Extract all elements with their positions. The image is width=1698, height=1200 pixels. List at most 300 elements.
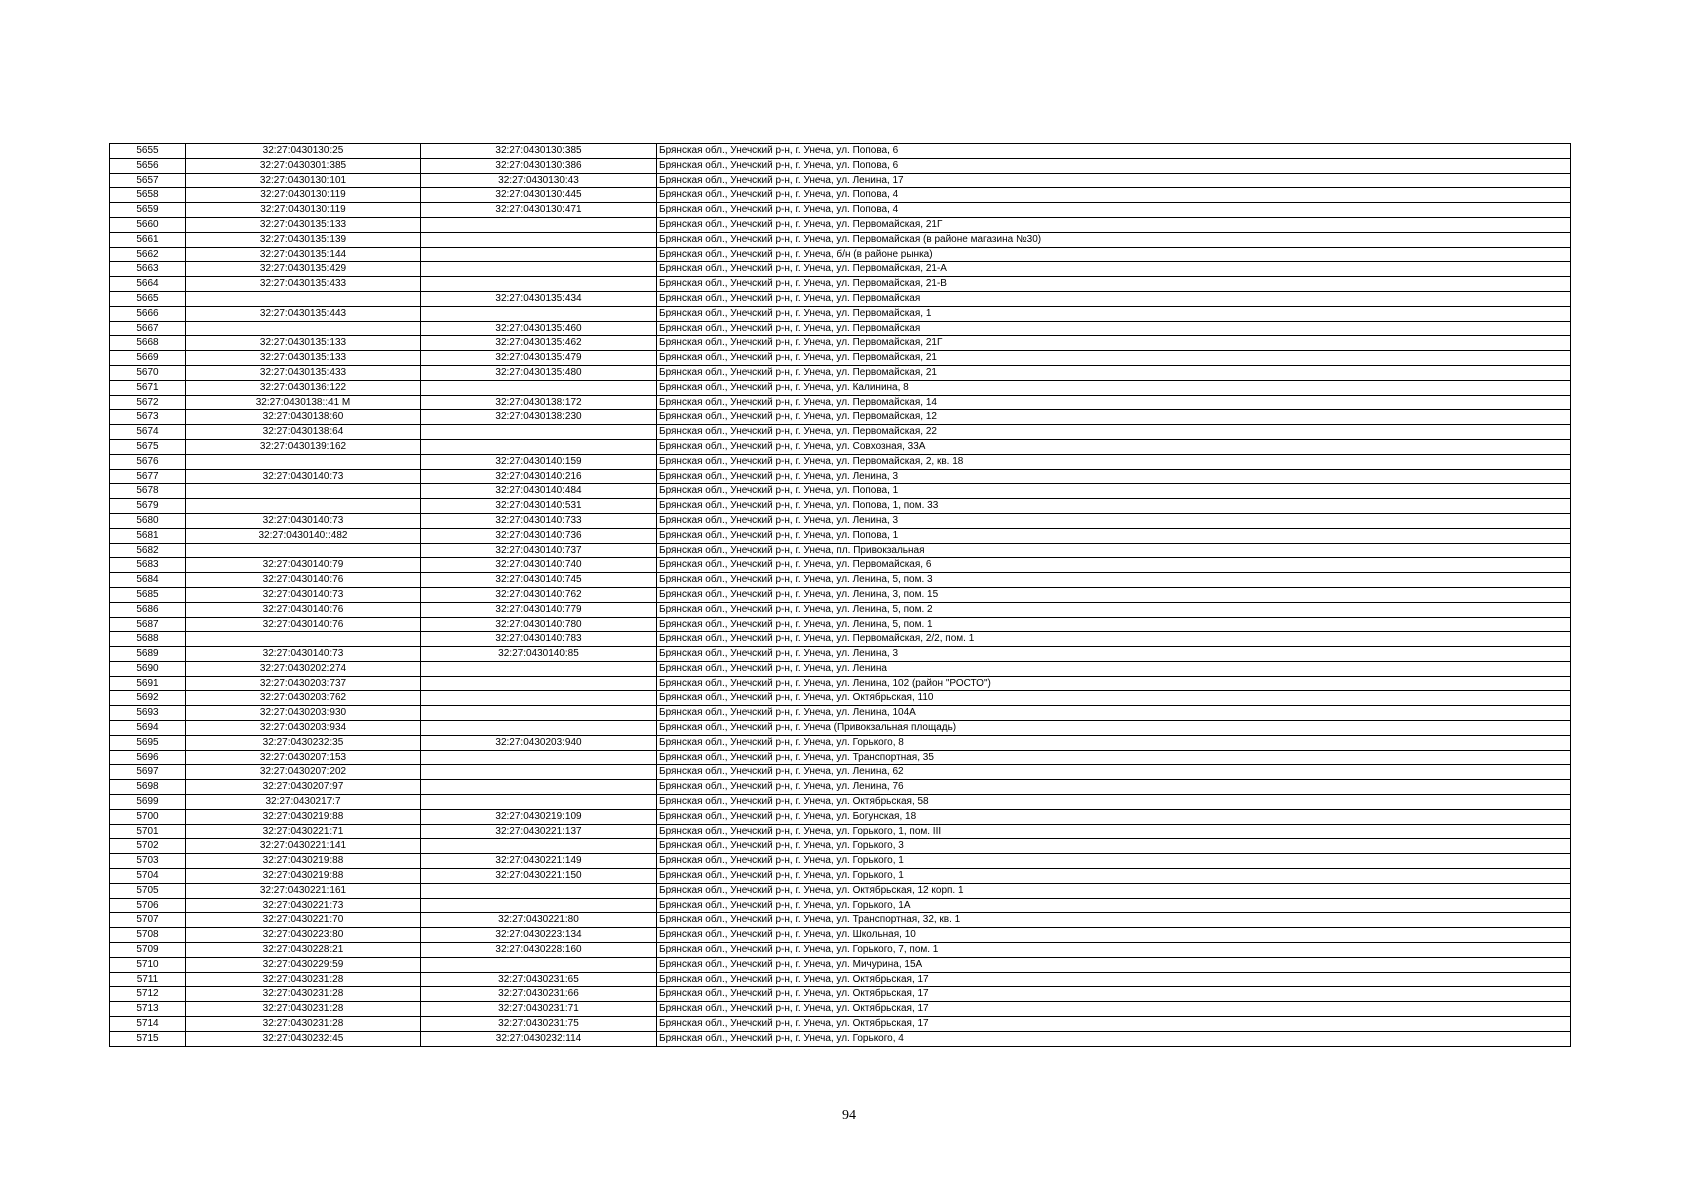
address-cell: Брянская обл., Унечский р-н, г. Унеча, ул. Первомайская, 2, кв. 18 — [657, 454, 1571, 469]
row-number-cell: 5694 — [110, 721, 186, 736]
table-row — [110, 869, 1571, 884]
row-number-cell: 5695 — [110, 735, 186, 750]
object-cadastral-number-cell: 32:27:0430140:733 — [421, 513, 657, 528]
row-number-cell: 5670 — [110, 365, 186, 380]
address-cell: Брянская обл., Унечский р-н, г. Унеча, ул. Попова, 6 — [657, 158, 1571, 173]
table-row — [110, 513, 1571, 528]
address-cell: Брянская обл., Унечский р-н, г. Унеча, ул. Ленина, 62 — [657, 765, 1571, 780]
object-cadastral-number-cell: 32:27:0430231:75 — [421, 1017, 657, 1032]
address-cell: Брянская обл., Унечский р-н, г. Унеча, ул. Богунская, 18 — [657, 809, 1571, 824]
land-cadastral-number-cell: 32:27:0430140:76 — [186, 602, 421, 617]
row-number-cell: 5677 — [110, 469, 186, 484]
table-row — [110, 676, 1571, 691]
object-cadastral-number-cell: 32:27:0430140:780 — [421, 617, 657, 632]
land-cadastral-number-cell: 32:27:0430140::482 — [186, 528, 421, 543]
table-row — [110, 528, 1571, 543]
object-cadastral-number-cell: 32:27:0430232:114 — [421, 1031, 657, 1046]
land-cadastral-number-cell: 32:27:0430231:28 — [186, 1002, 421, 1017]
object-cadastral-number-cell — [421, 883, 657, 898]
address-cell: Брянская обл., Унечский р-н, г. Унеча, ул. Горького, 3 — [657, 839, 1571, 854]
address-cell: Брянская обл., Унечский р-н, г. Унеча, ул. Попова, 1 — [657, 484, 1571, 499]
land-cadastral-number-cell: 32:27:0430140:76 — [186, 573, 421, 588]
land-cadastral-number-cell: 32:27:0430207:202 — [186, 765, 421, 780]
address-cell: Брянская обл., Унечский р-н, г. Унеча, ул. Ленина, 3 — [657, 647, 1571, 662]
row-number-cell: 5692 — [110, 691, 186, 706]
land-cadastral-number-cell — [186, 632, 421, 647]
address-cell: Брянская обл., Унечский р-н, г. Унеча, ул. Ленина, 5, пом. 3 — [657, 573, 1571, 588]
address-cell: Брянская обл., Унечский р-н, г. Унеча, ул. Попова, 1 — [657, 528, 1571, 543]
land-cadastral-number-cell: 32:27:0430207:97 — [186, 780, 421, 795]
row-number-cell: 5712 — [110, 987, 186, 1002]
row-number-cell: 5708 — [110, 928, 186, 943]
object-cadastral-number-cell: 32:27:0430130:445 — [421, 188, 657, 203]
object-cadastral-number-cell — [421, 247, 657, 262]
object-cadastral-number-cell: 32:27:0430135:434 — [421, 291, 657, 306]
address-cell: Брянская обл., Унечский р-н, г. Унеча, ул. Горького, 1 — [657, 869, 1571, 884]
table-row — [110, 824, 1571, 839]
address-cell: Брянская обл., Унечский р-н, г. Унеча, ул. Ленина, 102 (район "РОСТО") — [657, 676, 1571, 691]
object-cadastral-number-cell: 32:27:0430138:172 — [421, 395, 657, 410]
object-cadastral-number-cell: 32:27:0430228:160 — [421, 943, 657, 958]
object-cadastral-number-cell: 32:27:0430135:480 — [421, 365, 657, 380]
row-number-cell: 5696 — [110, 750, 186, 765]
address-cell: Брянская обл., Унечский р-н, г. Унеча, ул. Первомайская, 21-А — [657, 262, 1571, 277]
table-row — [110, 144, 1571, 159]
row-number-cell: 5683 — [110, 558, 186, 573]
object-cadastral-number-cell: 32:27:0430140:737 — [421, 543, 657, 558]
land-cadastral-number-cell: 32:27:0430203:737 — [186, 676, 421, 691]
address-cell: Брянская обл., Унечский р-н, г. Унеча, ул. Транспортная, 35 — [657, 750, 1571, 765]
land-cadastral-number-cell: 32:27:0430207:153 — [186, 750, 421, 765]
row-number-cell: 5656 — [110, 158, 186, 173]
object-cadastral-number-cell: 32:27:0430140:762 — [421, 587, 657, 602]
table-row — [110, 913, 1571, 928]
land-cadastral-number-cell: 32:27:0430135:429 — [186, 262, 421, 277]
object-cadastral-number-cell — [421, 306, 657, 321]
land-cadastral-number-cell: 32:27:0430232:45 — [186, 1031, 421, 1046]
object-cadastral-number-cell — [421, 676, 657, 691]
land-cadastral-number-cell — [186, 291, 421, 306]
address-cell: Брянская обл., Унечский р-н, г. Унеча, ул. Горького, 7, пом. 1 — [657, 943, 1571, 958]
row-number-cell: 5690 — [110, 661, 186, 676]
address-cell: Брянская обл., Унечский р-н, г. Унеча, пл. Привокзальная — [657, 543, 1571, 558]
table-row — [110, 410, 1571, 425]
object-cadastral-number-cell — [421, 661, 657, 676]
address-cell: Брянская обл., Унечский р-н, г. Унеча, ул. Октябрьская, 17 — [657, 1002, 1571, 1017]
table-row — [110, 217, 1571, 232]
object-cadastral-number-cell: 32:27:0430140:779 — [421, 602, 657, 617]
table-row — [110, 321, 1571, 336]
land-cadastral-number-cell: 32:27:0430135:133 — [186, 351, 421, 366]
table-row — [110, 380, 1571, 395]
land-cadastral-number-cell: 32:27:0430223:80 — [186, 928, 421, 943]
object-cadastral-number-cell — [421, 380, 657, 395]
object-cadastral-number-cell: 32:27:0430135:462 — [421, 336, 657, 351]
object-cadastral-number-cell — [421, 898, 657, 913]
object-cadastral-number-cell: 32:27:0430140:783 — [421, 632, 657, 647]
table-row — [110, 158, 1571, 173]
table-row — [110, 898, 1571, 913]
object-cadastral-number-cell: 32:27:0430140:736 — [421, 528, 657, 543]
land-cadastral-number-cell: 32:27:0430135:443 — [186, 306, 421, 321]
address-cell: Брянская обл., Унечский р-н, г. Унеча, ул. Попова, 4 — [657, 188, 1571, 203]
object-cadastral-number-cell: 32:27:0430140:740 — [421, 558, 657, 573]
row-number-cell: 5673 — [110, 410, 186, 425]
land-cadastral-number-cell: 32:27:0430221:73 — [186, 898, 421, 913]
address-cell: Брянская обл., Унечский р-н, г. Унеча, ул. Первомайская, 21 — [657, 351, 1571, 366]
row-number-cell: 5678 — [110, 484, 186, 499]
object-cadastral-number-cell: 32:27:0430223:134 — [421, 928, 657, 943]
table-row — [110, 883, 1571, 898]
row-number-cell: 5702 — [110, 839, 186, 854]
row-number-cell: 5672 — [110, 395, 186, 410]
address-cell: Брянская обл., Унечский р-н, г. Унеча, ул. Ленина, 5, пом. 2 — [657, 602, 1571, 617]
land-cadastral-number-cell: 32:27:0430135:133 — [186, 217, 421, 232]
row-number-cell: 5665 — [110, 291, 186, 306]
land-cadastral-number-cell: 32:27:0430203:930 — [186, 706, 421, 721]
object-cadastral-number-cell — [421, 795, 657, 810]
table-row — [110, 943, 1571, 958]
table-row — [110, 454, 1571, 469]
row-number-cell: 5664 — [110, 277, 186, 292]
table-row — [110, 765, 1571, 780]
table-row — [110, 336, 1571, 351]
address-cell: Брянская обл., Унечский р-н, г. Унеча (Привокзальная площадь) — [657, 721, 1571, 736]
table-row — [110, 351, 1571, 366]
row-number-cell: 5668 — [110, 336, 186, 351]
table-row — [110, 972, 1571, 987]
land-cadastral-number-cell: 32:27:0430202:274 — [186, 661, 421, 676]
address-cell: Брянская обл., Унечский р-н, г. Унеча, ул. Первомайская, 21Г — [657, 336, 1571, 351]
land-cadastral-number-cell: 32:27:0430130:25 — [186, 144, 421, 159]
land-cadastral-number-cell: 32:27:0430221:141 — [186, 839, 421, 854]
row-number-cell: 5688 — [110, 632, 186, 647]
table-row — [110, 957, 1571, 972]
land-cadastral-number-cell: 32:27:0430139:162 — [186, 439, 421, 454]
row-number-cell: 5662 — [110, 247, 186, 262]
table-row — [110, 1002, 1571, 1017]
object-cadastral-number-cell — [421, 262, 657, 277]
row-number-cell: 5684 — [110, 573, 186, 588]
address-cell: Брянская обл., Унечский р-н, г. Унеча, ул. Первомайская (в районе магазина №30) — [657, 232, 1571, 247]
address-cell: Брянская обл., Унечский р-н, г. Унеча, ул. Первомайская, 21 — [657, 365, 1571, 380]
object-cadastral-number-cell: 32:27:0430221:150 — [421, 869, 657, 884]
table-row — [110, 469, 1571, 484]
row-number-cell: 5680 — [110, 513, 186, 528]
table-row — [110, 839, 1571, 854]
address-cell: Брянская обл., Унечский р-н, г. Унеча, ул. Мичурина, 15А — [657, 957, 1571, 972]
object-cadastral-number-cell: 32:27:0430140:745 — [421, 573, 657, 588]
row-number-cell: 5676 — [110, 454, 186, 469]
object-cadastral-number-cell: 32:27:0430231:66 — [421, 987, 657, 1002]
land-cadastral-number-cell: 32:27:0430231:28 — [186, 972, 421, 987]
land-cadastral-number-cell: 32:27:0430301:385 — [186, 158, 421, 173]
object-cadastral-number-cell — [421, 780, 657, 795]
object-cadastral-number-cell: 32:27:0430231:71 — [421, 1002, 657, 1017]
row-number-cell: 5669 — [110, 351, 186, 366]
row-number-cell: 5707 — [110, 913, 186, 928]
land-cadastral-number-cell: 32:27:0430136:122 — [186, 380, 421, 395]
object-cadastral-number-cell — [421, 217, 657, 232]
land-cadastral-number-cell: 32:27:0430203:762 — [186, 691, 421, 706]
row-number-cell: 5713 — [110, 1002, 186, 1017]
address-cell: Брянская обл., Унечский р-н, г. Унеча, ул. Ленина, 3 — [657, 513, 1571, 528]
object-cadastral-number-cell — [421, 439, 657, 454]
table-row — [110, 365, 1571, 380]
object-cadastral-number-cell: 32:27:0430231:65 — [421, 972, 657, 987]
row-number-cell: 5700 — [110, 809, 186, 824]
row-number-cell: 5661 — [110, 232, 186, 247]
address-cell: Брянская обл., Унечский р-н, г. Унеча, ул. Совхозная, 33А — [657, 439, 1571, 454]
object-cadastral-number-cell — [421, 277, 657, 292]
land-cadastral-number-cell: 32:27:0430140:73 — [186, 587, 421, 602]
object-cadastral-number-cell — [421, 706, 657, 721]
land-cadastral-number-cell: 32:27:0430140:79 — [186, 558, 421, 573]
row-number-cell: 5655 — [110, 144, 186, 159]
table-row — [110, 262, 1571, 277]
object-cadastral-number-cell: 32:27:0430221:149 — [421, 854, 657, 869]
row-number-cell: 5701 — [110, 824, 186, 839]
object-cadastral-number-cell: 32:27:0430140:159 — [421, 454, 657, 469]
registry-body — [110, 144, 1571, 1047]
object-cadastral-number-cell — [421, 721, 657, 736]
address-cell: Брянская обл., Унечский р-н, г. Унеча, ул. Ленина, 3 — [657, 469, 1571, 484]
object-cadastral-number-cell: 32:27:0430140:85 — [421, 647, 657, 662]
land-cadastral-number-cell: 32:27:0430140:73 — [186, 513, 421, 528]
row-number-cell: 5697 — [110, 765, 186, 780]
address-cell: Брянская обл., Унечский р-н, г. Унеча, ул. Октябрьская, 58 — [657, 795, 1571, 810]
address-cell: Брянская обл., Унечский р-н, г. Унеча, ул. Ленина, 3, пом. 15 — [657, 587, 1571, 602]
object-cadastral-number-cell: 32:27:0430203:940 — [421, 735, 657, 750]
row-number-cell: 5659 — [110, 203, 186, 218]
land-cadastral-number-cell: 32:27:0430221:70 — [186, 913, 421, 928]
object-cadastral-number-cell: 32:27:0430140:216 — [421, 469, 657, 484]
address-cell: Брянская обл., Унечский р-н, г. Унеча, ул. Первомайская, 22 — [657, 425, 1571, 440]
table-row — [110, 706, 1571, 721]
row-number-cell: 5681 — [110, 528, 186, 543]
land-cadastral-number-cell: 32:27:0430221:71 — [186, 824, 421, 839]
address-cell: Брянская обл., Унечский р-н, г. Унеча, ул. Первомайская, 2/2, пом. 1 — [657, 632, 1571, 647]
object-cadastral-number-cell: 32:27:0430130:471 — [421, 203, 657, 218]
table-row — [110, 425, 1571, 440]
registry-table — [109, 143, 1571, 1047]
row-number-cell: 5699 — [110, 795, 186, 810]
land-cadastral-number-cell: 32:27:0430229:59 — [186, 957, 421, 972]
table-row — [110, 735, 1571, 750]
address-cell: Брянская обл., Унечский р-н, г. Унеча, ул. Попова, 6 — [657, 144, 1571, 159]
address-cell: Брянская обл., Унечский р-н, г. Унеча, ул. Первомайская, 6 — [657, 558, 1571, 573]
address-cell: Брянская обл., Унечский р-н, г. Унеча, б/н (в районе рынка) — [657, 247, 1571, 262]
land-cadastral-number-cell: 32:27:0430140:76 — [186, 617, 421, 632]
table-row — [110, 987, 1571, 1002]
table-row — [110, 854, 1571, 869]
address-cell: Брянская обл., Унечский р-н, г. Унеча, ул. Первомайская, 12 — [657, 410, 1571, 425]
row-number-cell: 5714 — [110, 1017, 186, 1032]
table-row — [110, 691, 1571, 706]
land-cadastral-number-cell: 32:27:0430135:144 — [186, 247, 421, 262]
address-cell: Брянская обл., Унечский р-н, г. Унеча, ул. Горького, 1 — [657, 854, 1571, 869]
table-row — [110, 173, 1571, 188]
table-row — [110, 602, 1571, 617]
table-row — [110, 661, 1571, 676]
table-row — [110, 928, 1571, 943]
table-row — [110, 558, 1571, 573]
row-number-cell: 5693 — [110, 706, 186, 721]
object-cadastral-number-cell: 32:27:0430221:137 — [421, 824, 657, 839]
row-number-cell: 5709 — [110, 943, 186, 958]
row-number-cell: 5706 — [110, 898, 186, 913]
address-cell: Брянская обл., Унечский р-н, г. Унеча, ул. Первомайская, 21-В — [657, 277, 1571, 292]
table-row — [110, 721, 1571, 736]
row-number-cell: 5691 — [110, 676, 186, 691]
address-cell: Брянская обл., Унечский р-н, г. Унеча, ул. Октябрьская, 110 — [657, 691, 1571, 706]
row-number-cell: 5687 — [110, 617, 186, 632]
table-row — [110, 395, 1571, 410]
land-cadastral-number-cell: 32:27:0430135:433 — [186, 365, 421, 380]
table-row — [110, 750, 1571, 765]
land-cadastral-number-cell — [186, 499, 421, 514]
land-cadastral-number-cell: 32:27:0430231:28 — [186, 1017, 421, 1032]
object-cadastral-number-cell — [421, 750, 657, 765]
address-cell: Брянская обл., Унечский р-н, г. Унеча, ул. Октябрьская, 17 — [657, 1017, 1571, 1032]
object-cadastral-number-cell — [421, 839, 657, 854]
land-cadastral-number-cell: 32:27:0430219:88 — [186, 809, 421, 824]
address-cell: Брянская обл., Унечский р-н, г. Унеча, ул. Транспортная, 32, кв. 1 — [657, 913, 1571, 928]
table-row — [110, 780, 1571, 795]
address-cell: Брянская обл., Унечский р-н, г. Унеча, ул. Ленина, 104А — [657, 706, 1571, 721]
address-cell: Брянская обл., Унечский р-н, г. Унеча, ул. Ленина, 5, пом. 1 — [657, 617, 1571, 632]
table-row — [110, 573, 1571, 588]
address-cell: Брянская обл., Унечский р-н, г. Унеча, ул. Первомайская, 1 — [657, 306, 1571, 321]
land-cadastral-number-cell: 32:27:0430203:934 — [186, 721, 421, 736]
table-row — [110, 499, 1571, 514]
object-cadastral-number-cell — [421, 232, 657, 247]
table-row — [110, 484, 1571, 499]
address-cell: Брянская обл., Унечский р-н, г. Унеча, ул. Октябрьская, 17 — [657, 972, 1571, 987]
row-number-cell: 5666 — [110, 306, 186, 321]
land-cadastral-number-cell: 32:27:0430135:433 — [186, 277, 421, 292]
object-cadastral-number-cell: 32:27:0430140:484 — [421, 484, 657, 499]
row-number-cell: 5667 — [110, 321, 186, 336]
land-cadastral-number-cell: 32:27:0430221:161 — [186, 883, 421, 898]
object-cadastral-number-cell: 32:27:0430130:385 — [421, 144, 657, 159]
address-cell: Брянская обл., Унечский р-н, г. Унеча, ул. Горького, 1, пом. III — [657, 824, 1571, 839]
land-cadastral-number-cell: 32:27:0430130:119 — [186, 203, 421, 218]
object-cadastral-number-cell — [421, 691, 657, 706]
land-cadastral-number-cell: 32:27:0430135:139 — [186, 232, 421, 247]
land-cadastral-number-cell: 32:27:0430217:7 — [186, 795, 421, 810]
table-row — [110, 647, 1571, 662]
table-row — [110, 306, 1571, 321]
land-cadastral-number-cell: 32:27:0430130:101 — [186, 173, 421, 188]
address-cell: Брянская обл., Унечский р-н, г. Унеча, ул. Первомайская — [657, 321, 1571, 336]
row-number-cell: 5660 — [110, 217, 186, 232]
land-cadastral-number-cell — [186, 454, 421, 469]
land-cadastral-number-cell: 32:27:0430232:35 — [186, 735, 421, 750]
row-number-cell: 5689 — [110, 647, 186, 662]
address-cell: Брянская обл., Унечский р-н, г. Унеча, ул. Калинина, 8 — [657, 380, 1571, 395]
table-row — [110, 587, 1571, 602]
object-cadastral-number-cell: 32:27:0430130:43 — [421, 173, 657, 188]
table-row — [110, 809, 1571, 824]
table-row — [110, 277, 1571, 292]
address-cell: Брянская обл., Унечский р-н, г. Унеча, ул. Октябрьская, 17 — [657, 987, 1571, 1002]
land-cadastral-number-cell: 32:27:0430219:88 — [186, 854, 421, 869]
address-cell: Брянская обл., Унечский р-н, г. Унеча, ул. Горького, 1А — [657, 898, 1571, 913]
table-row — [110, 795, 1571, 810]
table-row — [110, 1017, 1571, 1032]
table-row — [110, 188, 1571, 203]
address-cell: Брянская обл., Унечский р-н, г. Унеча, ул. Ленина — [657, 661, 1571, 676]
row-number-cell: 5679 — [110, 499, 186, 514]
row-number-cell: 5698 — [110, 780, 186, 795]
land-cadastral-number-cell — [186, 543, 421, 558]
object-cadastral-number-cell: 32:27:0430135:479 — [421, 351, 657, 366]
address-cell: Брянская обл., Унечский р-н, г. Унеча, ул. Горького, 8 — [657, 735, 1571, 750]
row-number-cell: 5715 — [110, 1031, 186, 1046]
land-cadastral-number-cell: 32:27:0430219:88 — [186, 869, 421, 884]
row-number-cell: 5663 — [110, 262, 186, 277]
land-cadastral-number-cell — [186, 321, 421, 336]
address-cell: Брянская обл., Унечский р-н, г. Унеча, ул. Первомайская — [657, 291, 1571, 306]
address-cell: Брянская обл., Унечский р-н, г. Унеча, ул. Первомайская, 21Г — [657, 217, 1571, 232]
land-cadastral-number-cell: 32:27:0430138::41 М — [186, 395, 421, 410]
address-cell: Брянская обл., Унечский р-н, г. Унеча, ул. Ленина, 76 — [657, 780, 1571, 795]
land-cadastral-number-cell: 32:27:0430130:119 — [186, 188, 421, 203]
row-number-cell: 5658 — [110, 188, 186, 203]
address-cell: Брянская обл., Унечский р-н, г. Унеча, ул. Октябрьская, 12 корп. 1 — [657, 883, 1571, 898]
row-number-cell: 5674 — [110, 425, 186, 440]
row-number-cell: 5710 — [110, 957, 186, 972]
object-cadastral-number-cell: 32:27:0430221:80 — [421, 913, 657, 928]
object-cadastral-number-cell — [421, 425, 657, 440]
row-number-cell: 5675 — [110, 439, 186, 454]
table-row — [110, 232, 1571, 247]
land-cadastral-number-cell: 32:27:0430140:73 — [186, 647, 421, 662]
land-cadastral-number-cell: 32:27:0430228:21 — [186, 943, 421, 958]
row-number-cell: 5705 — [110, 883, 186, 898]
address-cell: Брянская обл., Унечский р-н, г. Унеча, ул. Попова, 4 — [657, 203, 1571, 218]
table-row — [110, 247, 1571, 262]
row-number-cell: 5685 — [110, 587, 186, 602]
object-cadastral-number-cell: 32:27:0430135:460 — [421, 321, 657, 336]
row-number-cell: 5686 — [110, 602, 186, 617]
object-cadastral-number-cell — [421, 765, 657, 780]
row-number-cell: 5671 — [110, 380, 186, 395]
address-cell: Брянская обл., Унечский р-н, г. Унеча, ул. Первомайская, 14 — [657, 395, 1571, 410]
land-cadastral-number-cell: 32:27:0430138:60 — [186, 410, 421, 425]
row-number-cell: 5704 — [110, 869, 186, 884]
row-number-cell: 5657 — [110, 173, 186, 188]
table-row — [110, 632, 1571, 647]
land-cadastral-number-cell: 32:27:0430140:73 — [186, 469, 421, 484]
object-cadastral-number-cell: 32:27:0430138:230 — [421, 410, 657, 425]
address-cell: Брянская обл., Унечский р-н, г. Унеча, ул. Горького, 4 — [657, 1031, 1571, 1046]
land-cadastral-number-cell: 32:27:0430135:133 — [186, 336, 421, 351]
address-cell: Брянская обл., Унечский р-н, г. Унеча, ул. Школьная, 10 — [657, 928, 1571, 943]
table-row — [110, 203, 1571, 218]
object-cadastral-number-cell: 32:27:0430130:386 — [421, 158, 657, 173]
address-cell: Брянская обл., Унечский р-н, г. Унеча, ул. Попова, 1, пом. 33 — [657, 499, 1571, 514]
table-row — [110, 291, 1571, 306]
land-cadastral-number-cell: 32:27:0430138:64 — [186, 425, 421, 440]
table-row — [110, 1031, 1571, 1046]
row-number-cell: 5711 — [110, 972, 186, 987]
object-cadastral-number-cell: 32:27:0430219:109 — [421, 809, 657, 824]
land-cadastral-number-cell: 32:27:0430231:28 — [186, 987, 421, 1002]
table-row — [110, 543, 1571, 558]
table-row — [110, 439, 1571, 454]
